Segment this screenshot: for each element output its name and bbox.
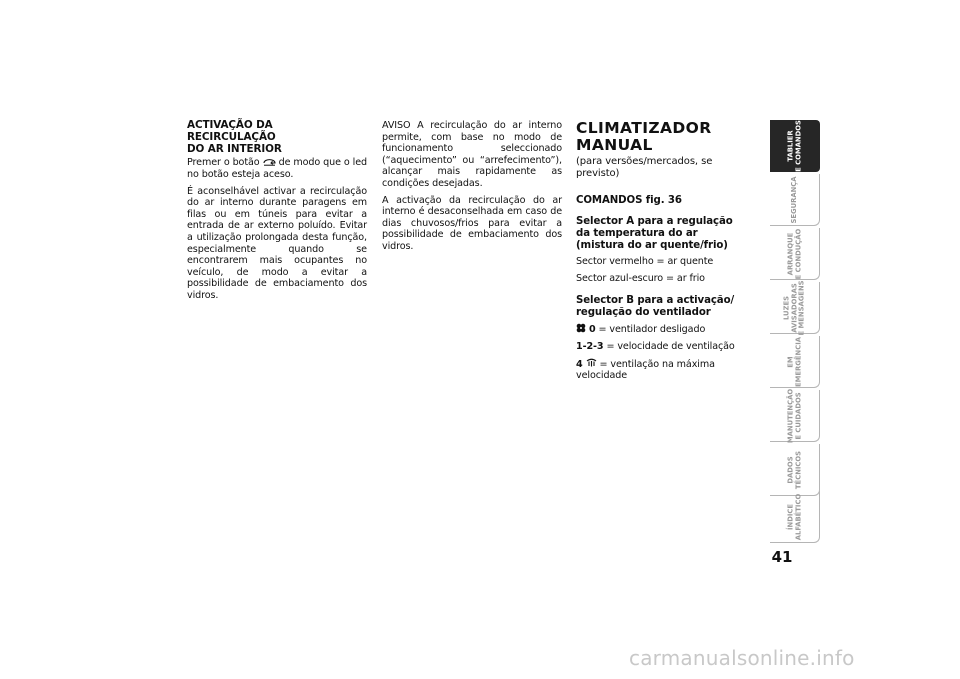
tab-label-line: ALFABÉTICO <box>793 493 802 540</box>
tab-em-emergencia[interactable] <box>770 336 820 388</box>
fan-off-text: = ventilador desligado <box>598 324 706 336</box>
tab-label <box>787 337 802 387</box>
tab-label-line: DADOS <box>785 455 794 484</box>
tab-indice-alfabetico[interactable] <box>770 491 820 543</box>
selector-a-line: da temperatura do ar <box>576 228 698 240</box>
tab-label-line: E CUIDADOS <box>793 391 802 440</box>
fan-icon <box>576 324 589 335</box>
tab-label <box>787 450 802 488</box>
subtitle-versions: (para versões/mercados, se previsto) <box>576 156 713 179</box>
tab-label-line: AVISADORAS <box>789 282 798 333</box>
selector-b-heading <box>576 295 756 319</box>
tab-label-line: LUZES <box>782 295 791 320</box>
fan-max-line <box>576 358 756 382</box>
instruction-paragraph <box>187 157 367 180</box>
column-warning <box>382 120 562 258</box>
selector-a-line: (mistura do ar quente/frio) <box>576 240 728 252</box>
instruction-text-start: Premer o botão <box>187 157 260 169</box>
recirculation-icon <box>263 157 279 168</box>
tab-label-line: TÉCNICOS <box>793 450 802 489</box>
watermark: carmanualsonline.info <box>629 646 855 670</box>
tab-label-line: E MENSAGENS <box>797 279 806 336</box>
tab-label <box>787 388 802 442</box>
tab-arranque-e-conducao[interactable] <box>770 228 820 280</box>
advice-paragraph: É aconselhável activar a recirculação do ar interno durante paragens em filas ou em túneis para evitar a entrada de ar externo poluído. Evitar a utilização prolongada desta função, especialmente quando se encontrarem mais ocupantes no veículo, de modo a evitar a possibilidade de embaciamento dos vidros. <box>187 185 367 301</box>
tab-label <box>787 228 802 279</box>
tab-label-line: E COMANDOS <box>794 120 802 172</box>
fan-max-text: = ventilação na máxima velocidade <box>576 358 715 382</box>
caution-paragraph: A activação da recirculação do ar interno é desaconselhada em caso de dias chuvosos/frios para evitar a possibilidade de embaciamento dos vidros. <box>382 194 562 252</box>
section-title-climatizador <box>576 120 756 154</box>
tab-tablier-e-comandos[interactable] <box>770 120 820 172</box>
tab-label-line: ÍNDICE <box>785 503 794 530</box>
fan-off-line <box>576 323 756 336</box>
fan-speeds-value: 1-2-3 <box>576 340 604 352</box>
tab-label-line: EM <box>785 355 794 368</box>
tab-label <box>791 176 799 223</box>
page-number: 41 <box>771 548 793 566</box>
tab-label-line: SEGURANÇA <box>789 175 798 224</box>
tab-label-line: TABLIER <box>786 130 795 162</box>
tab-dados-tecnicos[interactable] <box>770 444 820 496</box>
heading-line: RECIRCULAÇÃO <box>187 130 276 143</box>
warning-paragraph: AVISO A recirculação do ar interno permite, com base no modo de funcionamento seleccionado (“aquecimento” ou “arrefecimento”), alcançar mais rapidamente as condições desejadas. <box>382 120 562 189</box>
selector-b-line: Selector B para a activação/ <box>576 295 735 307</box>
selector-b-line: regulação do ventilador <box>576 307 711 319</box>
column-recirculation <box>187 120 367 307</box>
section-heading-recirculation <box>187 120 367 155</box>
tab-label-line: ARRANQUE <box>785 232 794 275</box>
heading-line: DO AR INTERIOR <box>187 142 282 155</box>
fan-max-value: 4 <box>576 358 583 370</box>
tab-label-line: E CONDUÇÃO <box>793 228 802 279</box>
commands-heading: COMANDOS fig. 36 <box>576 195 682 207</box>
sector-red-text: Sector vermelho = ar quente <box>576 256 714 268</box>
instruction-text-end: de modo que o led no botão esteja aceso. <box>187 157 368 180</box>
tab-manutencao-e-cuidados[interactable] <box>770 390 820 442</box>
max-fan-icon <box>586 359 600 370</box>
sector-blue-text: Sector azul-escuro = ar frio <box>576 272 705 284</box>
title-line: MANUAL <box>576 136 653 154</box>
fan-off-value: 0 <box>588 324 596 336</box>
tab-seguranca[interactable] <box>770 174 820 226</box>
tab-luzes-avisadoras[interactable] <box>770 279 820 336</box>
tab-label <box>787 493 802 539</box>
tab-label <box>783 280 806 335</box>
tab-label <box>787 120 802 172</box>
heading-line: ACTIVAÇÃO DA <box>187 119 273 131</box>
fan-speeds-text: = velocidade de ventilação <box>606 340 735 352</box>
column-manual-climate <box>576 120 756 387</box>
tab-label-line: MANUTENÇÃO <box>785 388 794 443</box>
tab-label-line: EMERGÊNCIA <box>793 336 802 387</box>
fan-speeds-line <box>576 341 756 353</box>
title-line: CLIMATIZADOR <box>576 119 712 137</box>
selector-a-heading <box>576 216 756 252</box>
selector-a-line: Selector A para a regulação <box>576 216 733 228</box>
